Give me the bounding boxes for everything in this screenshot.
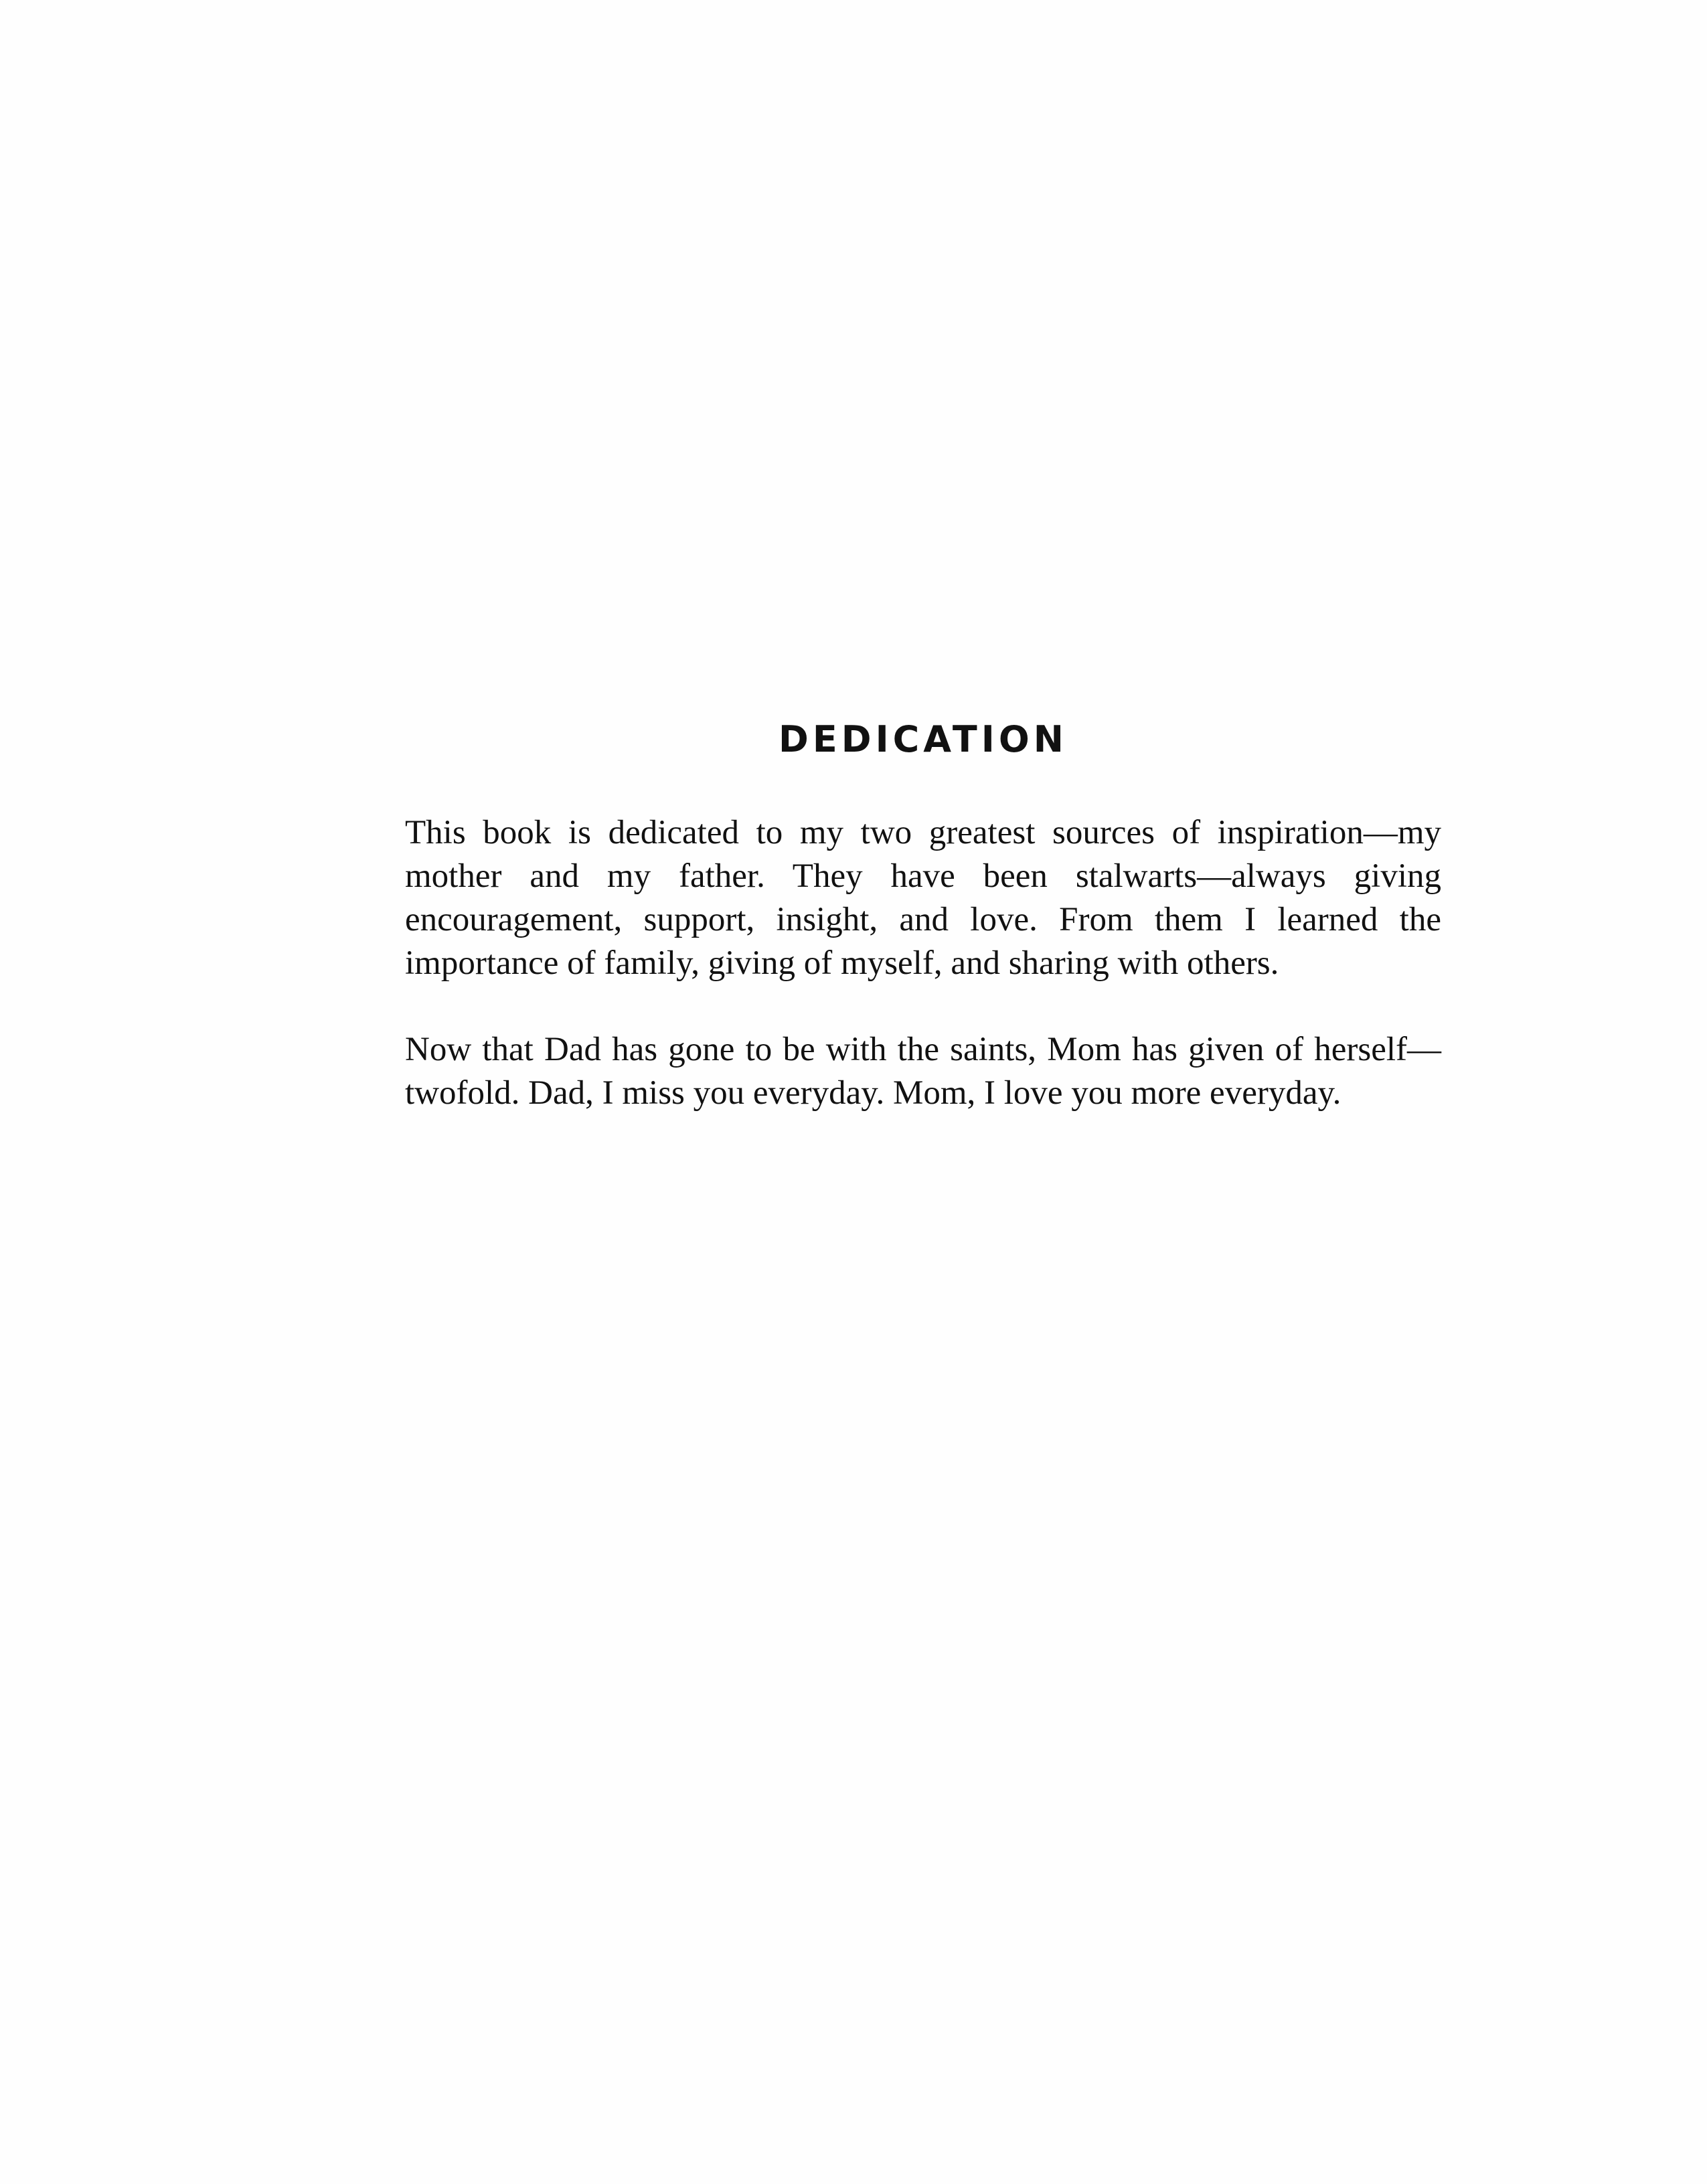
dedication-heading: DEDICATION: [779, 718, 1068, 760]
dedication-paragraph-2: Now that Dad has gone to be with the saints, Mom has given of herself—twofold. Dad, I miss you everyday. Mom, I love you more everyday.: [405, 1031, 1441, 1112]
dedication-paragraph-1: This book is dedicated to my two greatest sources of inspiration—my mother and my father. They have been stalwarts—always giving encouragement, support, insight, and love. From them I learned the importance of family, giving of myself, and sharing with others.: [405, 814, 1441, 982]
dedication-section: [405, 709, 1441, 1115]
